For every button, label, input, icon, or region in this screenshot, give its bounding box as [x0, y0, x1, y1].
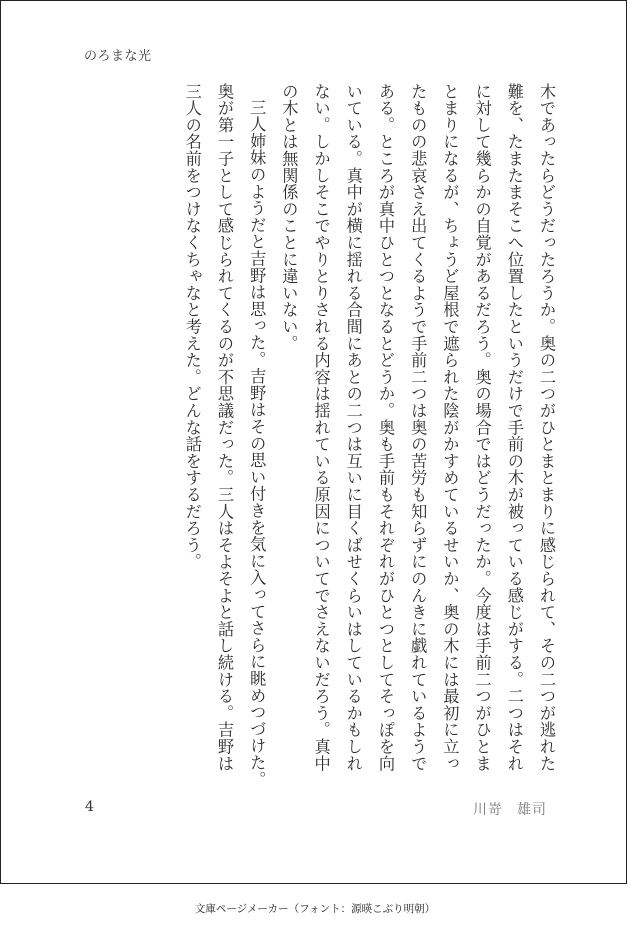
body-paragraph-2: 三人姉妹のようだと吉野は思った。吉野はその思い付きを気に入ってさらに眺めつづけた。奥が第一子として感じられてくるのが不思議だった。三人はそよそよと話し続ける。吉野は三人の名前をつけなくちゃなと考えた。どんな話をするだろう。 [182, 83, 267, 788]
running-header-title: のろまな光 [84, 49, 152, 64]
author-given-name: 雄司 [517, 802, 547, 818]
author-family-name: 川嵜 [473, 802, 503, 818]
author-name [473, 799, 547, 819]
generator-credit: 文庫ページメーカー（フォント：源暎こぶり明朝） [194, 903, 436, 915]
vertical-body-text [102, 83, 562, 788]
page-number: 4 [85, 799, 94, 815]
body-paragraph-1: 木であったらどうだったろうか。奥の二つがひとまとまりに感じられて、その二つが逃れた難を、たまたまそこへ位置したというだけで手前の木が被っている感じがする。二つはそれに対して幾らかの自覚があるだろう。奥の場合ではどうだったか。今度は手前二つがひとまとまりになるが、ちょうど屋根で遮られた陰がかすめているせいか、奥の木には最初に立ったものの悲哀さえ出てくるようで手前二つは奥の苦労も知らずにのんきに戯れているようである。ところが真中ひとつとなるとどうか。奥も手前もそれぞれがひとつとしてそっぽを向いている。真中が横に揺れる合間にあとの二つは互いに目くばせくらいはしているかもしれない。しかしそこでやりとりされる内容は揺れている原因についてでさえないだろう。真中の木とは無関係のことに違いない。 [279, 83, 556, 772]
